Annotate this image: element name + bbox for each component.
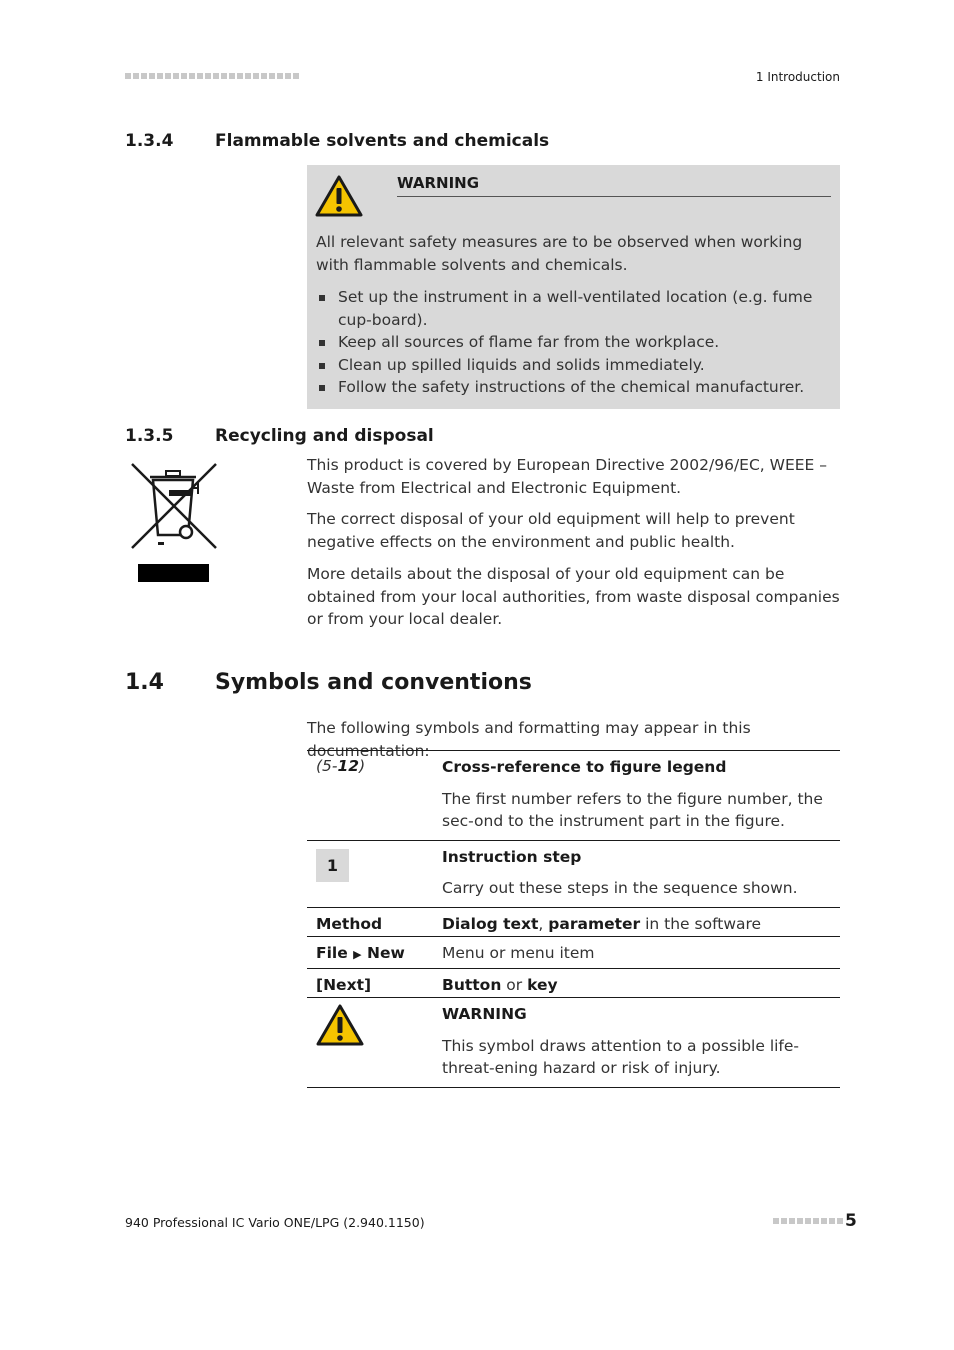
description-cell xyxy=(441,998,840,1088)
symbol-cell xyxy=(307,907,441,937)
row-title: WARNING xyxy=(442,1005,527,1023)
recycling-paragraph-2: The correct disposal of your old equipment will help to prevent negative effects on the environment and public health. xyxy=(307,510,795,551)
header-chapter: 1 Introduction xyxy=(755,70,840,84)
warning-triangle-icon xyxy=(316,1004,364,1046)
section-heading-134 xyxy=(125,131,825,155)
footer-dots xyxy=(773,1218,843,1224)
list-item: Keep all sources of flame far from the workplace. xyxy=(316,331,826,354)
instruction-step-badge: 1 xyxy=(316,849,349,882)
section-number: 1.3.5 xyxy=(125,426,174,446)
symbol-cell xyxy=(307,998,441,1088)
warning-rule xyxy=(397,196,831,197)
row-desc: Menu or menu item xyxy=(442,944,595,962)
row-desc: Carry out these steps in the sequence shown. xyxy=(442,879,798,897)
warning-intro: All relevant safety measures are to be observed when working with flammable solvents and chemicals. xyxy=(316,233,803,274)
list-item: Clean up spilled liquids and solids immediately. xyxy=(316,354,826,377)
table-row xyxy=(307,907,840,937)
row-desc: in the software xyxy=(640,914,762,933)
warning-box xyxy=(307,165,840,409)
row-desc: This symbol draws attention to a possible life-threat-ening hazard or risk of injury. xyxy=(442,1036,800,1077)
description-cell xyxy=(441,968,840,998)
table-row xyxy=(307,751,840,841)
section-heading-135 xyxy=(125,426,825,450)
warning-label: WARNING xyxy=(397,174,480,192)
section-title: Flammable solvents and chemicals xyxy=(215,131,550,151)
row-sep: or xyxy=(501,975,528,994)
menu-symbol: File ▶ New xyxy=(316,944,405,962)
warning-bullet-list xyxy=(316,286,826,399)
description-cell xyxy=(441,937,840,969)
table-row xyxy=(307,968,840,998)
section-title: Symbols and conventions xyxy=(215,670,532,695)
row-title: Instruction step xyxy=(442,847,582,866)
button-symbol: [Next] xyxy=(316,975,372,994)
row-desc: The first number refers to the figure number, the sec-ond to the instrument part in the figure. xyxy=(442,789,823,830)
row-title: Button xyxy=(442,975,502,994)
warning-triangle-icon xyxy=(315,175,363,217)
section-title: Recycling and disposal xyxy=(215,426,434,446)
description-cell xyxy=(441,840,840,907)
method-symbol: Method xyxy=(316,914,383,933)
row-title: parameter xyxy=(548,914,641,933)
symbol-cell xyxy=(307,751,441,841)
table-row xyxy=(307,937,840,969)
table-row xyxy=(307,840,840,907)
list-item: Set up the instrument in a well-ventilated location (e.g. fume cup-board). xyxy=(316,286,826,331)
row-title: Cross-reference to figure legend xyxy=(442,758,727,776)
list-item: Follow the safety instructions of the chemical manufacturer. xyxy=(316,376,826,399)
xref-symbol: (5-12) xyxy=(316,757,366,775)
section-number: 1.3.4 xyxy=(125,131,174,151)
header-dots xyxy=(125,73,299,79)
symbol-cell xyxy=(307,937,441,969)
description-cell xyxy=(441,907,840,937)
section-number: 1.4 xyxy=(125,670,164,695)
weee-crossed-bin-icon xyxy=(128,460,220,585)
row-title: Dialog text xyxy=(442,914,539,933)
conventions-intro: The following symbols and formatting may appear in this documentation: xyxy=(307,719,751,760)
row-sep: , xyxy=(538,914,549,933)
recycling-paragraph-3: More details about the disposal of your old equipment can be obtained from your local authorities, from waste disposal companies or from your local dealer. xyxy=(307,565,840,628)
description-cell xyxy=(441,751,840,841)
symbol-cell xyxy=(307,840,441,907)
conventions-table xyxy=(307,750,840,1088)
section-heading-14 xyxy=(125,670,825,700)
row-title: key xyxy=(527,975,558,994)
recycling-paragraph-1: This product is covered by European Directive 2002/96/EC, WEEE – Waste from Electrical and Electronic Equipment. xyxy=(307,456,828,497)
table-row xyxy=(307,998,840,1088)
page-number: 5 xyxy=(845,1211,857,1231)
symbol-cell xyxy=(307,968,441,998)
footer-product: 940 Professional IC Vario ONE/LPG (2.940.1150) xyxy=(125,1215,425,1230)
triangle-right-icon: ▶ xyxy=(353,948,362,961)
